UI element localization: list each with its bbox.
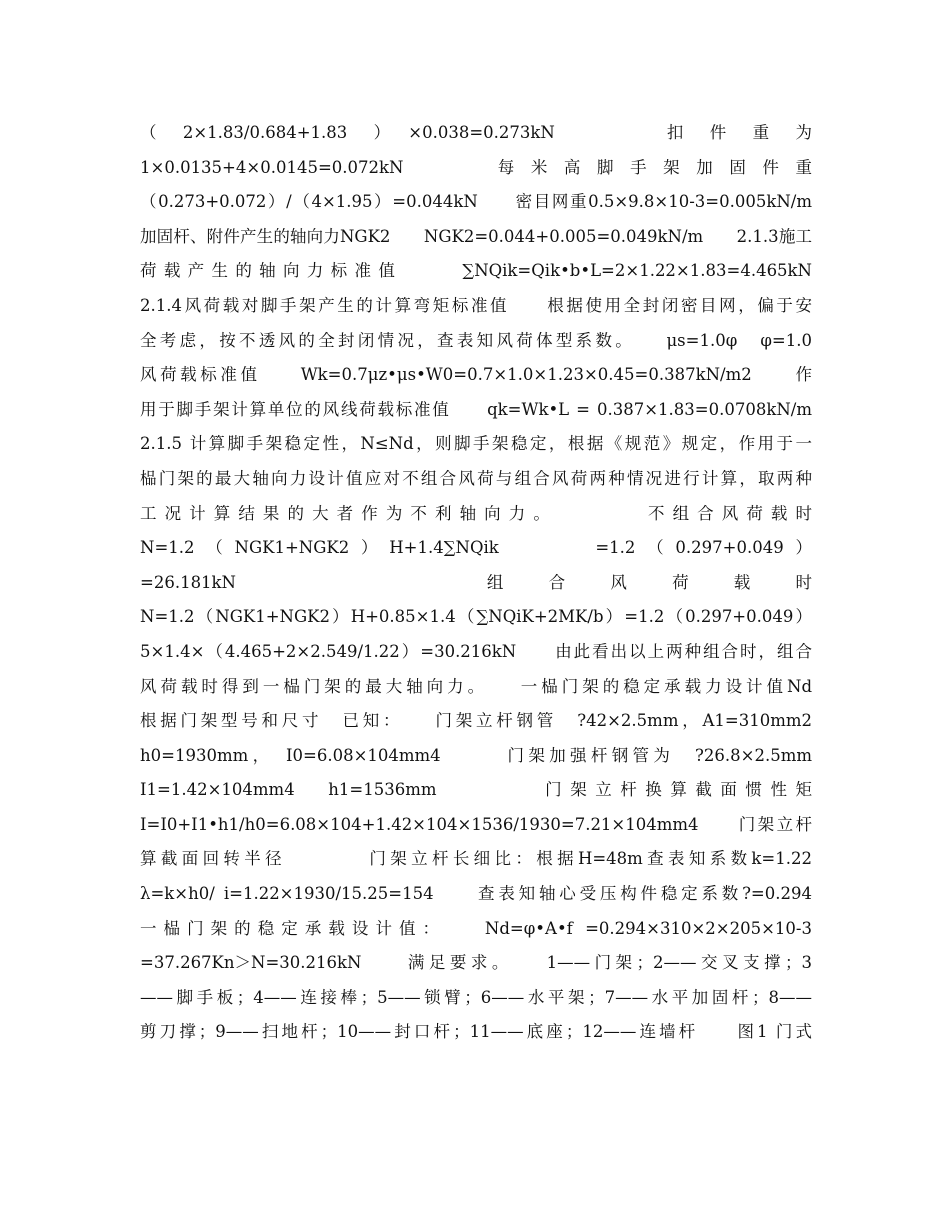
text-line: 根据门架型号和尺寸 已知： 门架立杆钢管 ?42×2.5mm，A1=310mm2 <box>140 711 812 731</box>
text-line: N=1.2（NGK1+NGK2）H+1.4∑NQik =1.2（0.297+0.049） <box>140 538 812 558</box>
text-line: h0=1930mm， I0=6.08×104mm4 门架加强杆钢管为 ?26.8×2.5mm <box>140 745 812 765</box>
text-line: 加固杆、附件产生的轴向力NGK2 NGK2=0.044+0.005=0.049kN/m 2.1.3施工 <box>140 226 812 246</box>
text-line: =37.267Kn＞N=30.216kN 满足要求。 1——门架；2——交叉支撑；3 <box>140 953 812 973</box>
text-line: 一榀门架的稳定承载设计值： Nd=φ•A•f =0.294×310×2×205×10-3 <box>140 918 812 938</box>
body-text <box>140 116 812 1050</box>
text-line: 2.1.5 计算脚手架稳定性，N≤Nd，则脚手架稳定，根据《规范》规定，作用于一 <box>140 434 812 454</box>
text-line: 1×0.0135+4×0.0145=0.072kN 每 米 高 脚 手 架 加 固 件 重 <box>140 157 812 177</box>
text-line: 算截面回转半径 门架立杆长细比：根据H=48m查表知系数k=1.22 <box>140 849 812 869</box>
text-line: 全考虑，按不透风的全封闭情况，查表知风荷体型系数。 μs=1.0φ φ=1.0 <box>140 330 812 350</box>
text-line: 5×1.4×（4.465+2×2.549/1.22）=30.216kN 由此看出以上两种组合时，组合 <box>140 641 812 661</box>
text-line: 荷载产生的轴向力标准值 ∑NQik=Qik•b•L=2×1.22×1.83=4.465kN <box>140 261 812 281</box>
text-line: 风荷载时得到一榀门架的最大轴向力。 一榀门架的稳定承载力设计值Nd <box>140 676 812 696</box>
text-line: =26.181kN 组 合 风 荷 载 时 <box>140 572 812 592</box>
text-line: I=I0+I1•h1/h0=6.08×104+1.42×104×1536/1930=7.21×104mm4 门架立杆 <box>140 814 812 834</box>
text-line: （0.273+0.072）/（4×1.95）=0.044kN 密目网重0.5×9.8×10-3=0.005kN/m <box>140 192 812 212</box>
text-line: 风荷载标准值 Wk=0.7μz•μs•W0=0.7×1.0×1.23×0.45=0.387kN/m2 作 <box>140 365 812 385</box>
text-line: 剪刀撑；9——扫地杆；10——封口杆；11——底座；12——连墙杆 图1 门式 <box>140 1022 812 1042</box>
text-line: λ=k×h0/ i=1.22×1930/15.25=154 查表知轴心受压构件稳定系数?=0.294 <box>140 884 812 904</box>
text-line: 用于脚手架计算单位的风线荷载标准值 qk=Wk•L = 0.387×1.83=0.0708kN/m <box>140 399 812 419</box>
text-line: ——脚手板；4——连接棒；5——锁臂；6——水平架；7——水平加固杆；8—— <box>140 987 812 1007</box>
text-line: I1=1.42×104mm4 h1=1536mm 门架立杆换算截面惯性矩 <box>140 780 812 800</box>
text-line: 2.1.4风荷载对脚手架产生的计算弯矩标准值 根据使用全封闭密目网，偏于安 <box>140 295 812 315</box>
text-line: 工况计算结果的大者作为不利轴向力。 不组合风荷载时 <box>140 503 812 523</box>
text-line: （ 2×1.83/0.684+1.83 ） ×0.038=0.273kN 扣 件 重 为 <box>140 123 812 142</box>
text-line: 榀门架的最大轴向力设计值应对不组合风荷与组合风荷两种情况进行计算，取两种 <box>140 468 812 488</box>
text-line: N=1.2（NGK1+NGK2）H+0.85×1.4（∑NQiK+2MK/b）=1.2（0.297+0.049） <box>140 607 812 627</box>
